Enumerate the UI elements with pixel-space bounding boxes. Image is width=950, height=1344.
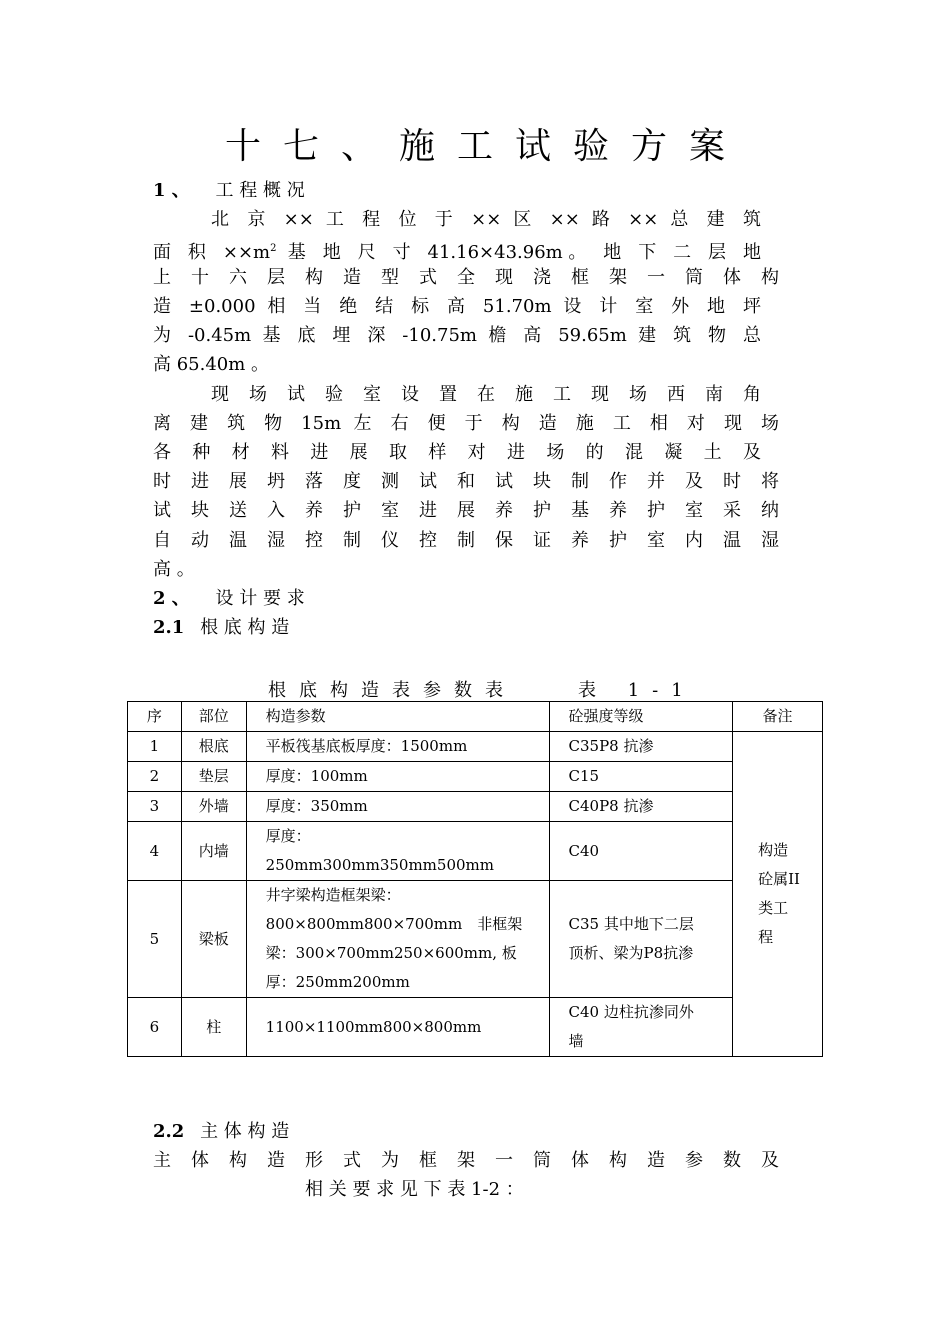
- row-part: 垫层: [181, 762, 246, 792]
- remark-line: 程: [758, 928, 774, 946]
- row-part: 根底: [181, 732, 246, 762]
- paragraph-line: 相 关 要 求 见 下 表 1-2 ：: [305, 1179, 524, 1200]
- row-part: 外墙: [181, 792, 246, 822]
- param-line: 梁：300×700mm250×600mm, 板: [265, 944, 517, 962]
- row-grade: C40: [549, 822, 733, 881]
- text-span: 基 地 尺 寸 41.16×43.96m。 地 下 二 层 地: [276, 242, 761, 263]
- section-1-heading: [153, 176, 779, 205]
- paragraph-line: 试 块 送 入 养 护 室 进 展 养 护 基 养 护 室 采 纳: [153, 500, 779, 521]
- grade-line: 墙: [568, 1032, 584, 1050]
- row-param: 平板筏基底板厚度：1500mm: [246, 732, 549, 762]
- remark-line: 砼属II: [758, 870, 800, 888]
- remark-line: 类工: [758, 899, 789, 917]
- section-title: 设 计 要 求: [215, 588, 305, 609]
- row-number: 4: [128, 822, 182, 881]
- table-caption: 根底构造表参数表 表 1-1: [268, 680, 696, 701]
- section-number: 2.2: [153, 1121, 185, 1142]
- section-title: 主 体 构 造: [200, 1121, 290, 1142]
- foundation-spec-table: [127, 701, 823, 1057]
- section-number: 1 、: [153, 180, 190, 201]
- section-title: 工 程 概 况: [215, 180, 305, 201]
- param-line: 井字梁构造框架梁：: [265, 886, 401, 904]
- paragraph-line: 为 -0.45m 基 底 埋 深 -10.75m 檐 高 59.65m 建 筑 物 总: [153, 325, 761, 346]
- text-span: 面 积 ××m: [153, 242, 271, 263]
- superscript: 2: [270, 243, 277, 254]
- row-param: 厚度：350mm: [246, 792, 549, 822]
- paragraph-line: 自 动 温 湿 控 制 仪 控 制 保 证 养 护 室 内 温 湿: [153, 530, 779, 551]
- row-number: 3: [128, 792, 182, 822]
- section-number: 2 、: [153, 588, 190, 609]
- paragraph-line: 上 十 六 层 构 造 型 式 全 现 浇 框 架 一 筒 体 构: [153, 267, 779, 288]
- header-cell: 部位: [181, 702, 246, 732]
- row-grade: [549, 881, 733, 998]
- row-part: 内墙: [181, 822, 246, 881]
- row-param: [246, 881, 549, 998]
- table-header-row: [128, 702, 823, 732]
- paragraph-line: 北 京 ×× 工 程 位 于 ×× 区 ×× 路 ×× 总 建 筑: [211, 209, 761, 230]
- remarks-cell: [733, 732, 823, 1057]
- section-2-heading: [153, 584, 779, 613]
- paragraph-line: 离 建 筑 物 15m 左 右 便 于 构 造 施 工 相 对 现 场: [153, 413, 779, 434]
- header-cell: 备注: [733, 702, 823, 732]
- remark-line: 构造: [758, 841, 789, 859]
- row-param: 厚度：250mm300mm350mm500mm: [246, 822, 549, 881]
- paragraph-line: 造 ±0.000 相 当 绝 结 标 高 51.70m 设 计 室 外 地 坪: [153, 296, 761, 317]
- row-number: 2: [128, 762, 182, 792]
- row-number: 5: [128, 881, 182, 998]
- header-cell: 序: [128, 702, 182, 732]
- table-row: [128, 998, 823, 1057]
- row-grade: [549, 998, 733, 1057]
- header-cell: 构造参数: [246, 702, 549, 732]
- row-param: 厚度：100mm: [246, 762, 549, 792]
- row-param: 1100×1100mm800×800mm: [246, 998, 549, 1057]
- paragraph-line: 各 种 材 料 进 展 取 样 对 进 场 的 混 凝 土 及: [153, 442, 761, 463]
- param-line: 厚：250mm200mm: [265, 973, 410, 991]
- table-row: [128, 762, 823, 792]
- paragraph-line: 时 进 展 坍 落 度 测 试 和 试 块 制 作 并 及 时 将: [153, 471, 779, 492]
- row-part: 柱: [181, 998, 246, 1057]
- row-part: 梁板: [181, 881, 246, 998]
- table-row: [128, 732, 823, 762]
- section-2-1-heading: [153, 613, 779, 642]
- paragraph-line: 高 65.40m 。: [153, 354, 270, 375]
- header-cell: 砼强度等级: [549, 702, 733, 732]
- page-title: 十七、施工试验方案: [224, 126, 747, 167]
- row-number: 6: [128, 998, 182, 1057]
- table-row: [128, 822, 823, 881]
- row-grade: C40P8 抗渗: [549, 792, 733, 822]
- grade-line: C35 其中地下二层: [568, 915, 694, 933]
- paragraph-line: 主 体 构 造 形 式 为 框 架 一 筒 体 构 造 参 数 及: [153, 1150, 779, 1171]
- row-number: 1: [128, 732, 182, 762]
- section-number: 2.1: [153, 617, 185, 638]
- row-grade: C15: [549, 762, 733, 792]
- row-grade: C35P8 抗渗: [549, 732, 733, 762]
- param-line: 800×800mm800×700mm 非框架: [265, 915, 523, 933]
- section-2-2-heading: [153, 1117, 779, 1146]
- table-row: [128, 881, 823, 998]
- grade-line: 顶析、梁为P8抗渗: [568, 944, 694, 962]
- paragraph-line: 现 场 试 验 室 设 置 在 施 工 现 场 西 南 角: [211, 384, 761, 405]
- paragraph-line: [153, 234, 761, 263]
- table-row: [128, 792, 823, 822]
- paragraph-line: 高 。: [153, 559, 195, 580]
- section-title: 根 底 构 造: [200, 617, 290, 638]
- grade-line: C40 边柱抗渗同外: [568, 1003, 694, 1021]
